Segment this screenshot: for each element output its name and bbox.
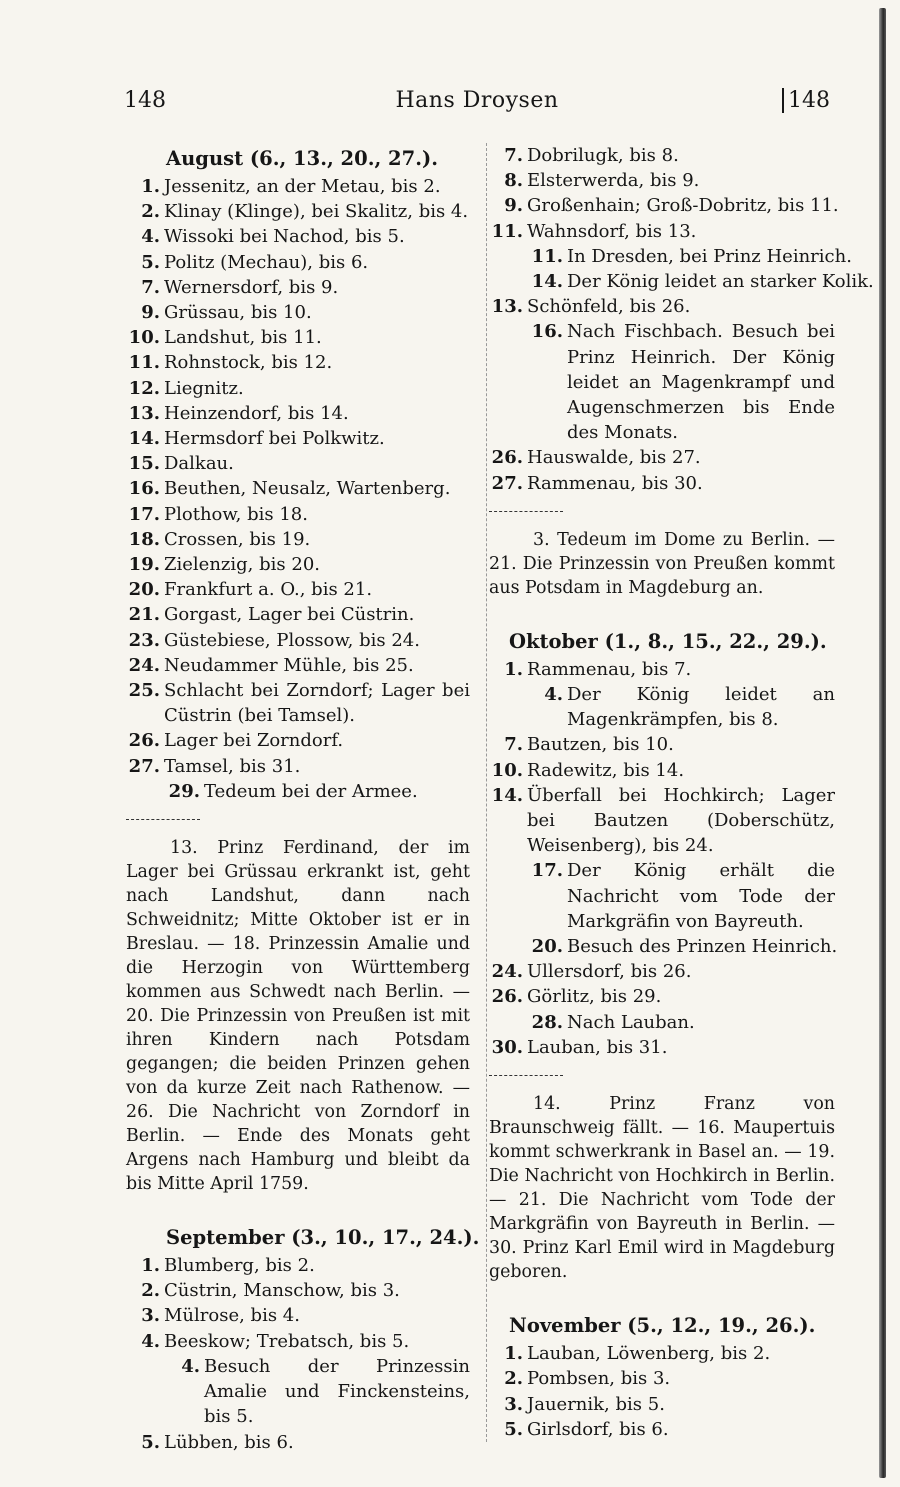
list-item bbox=[489, 858, 835, 934]
entry-text: Lübben, bis 6. bbox=[164, 1431, 294, 1453]
list-item bbox=[489, 471, 835, 496]
right-column bbox=[486, 143, 874, 1442]
entry-text: Grüssau, bis 10. bbox=[164, 302, 312, 324]
entry-text: Der König leidet an starker Kolik. bbox=[567, 271, 874, 293]
entry-text: Zielenzig, bis 20. bbox=[164, 554, 320, 576]
list-item bbox=[489, 269, 874, 294]
list-item bbox=[126, 350, 470, 375]
entry-day: 15. bbox=[128, 453, 160, 475]
entry-day: 11. bbox=[491, 220, 523, 242]
entry-text: Radewitz, bis 14. bbox=[527, 759, 685, 781]
entry-day: 16. bbox=[531, 321, 563, 343]
entry-day: 7. bbox=[504, 734, 523, 756]
list-item bbox=[126, 1329, 470, 1354]
list-item bbox=[126, 754, 470, 779]
oktober-entries bbox=[489, 657, 838, 1060]
entry-day: 11. bbox=[128, 352, 160, 374]
entry-text: Klinay (Klinge), bei Skalitz, bis 4. bbox=[164, 201, 469, 223]
entry-text: Ullersdorf, bis 26. bbox=[527, 961, 692, 983]
list-item bbox=[489, 1035, 835, 1060]
entry-text: Jauernik, bis 5. bbox=[527, 1393, 665, 1415]
list-item bbox=[126, 1253, 470, 1278]
entry-day: 8. bbox=[504, 170, 523, 192]
entry-text: Blumberg, bis 2. bbox=[164, 1255, 315, 1277]
entry-text: Jessenitz, an der Metau, bis 2. bbox=[164, 176, 441, 197]
entry-text: Plothow, bis 18. bbox=[164, 503, 308, 525]
entry-text: Liegnitz. bbox=[164, 377, 244, 399]
list-item bbox=[126, 275, 470, 300]
list-item bbox=[126, 174, 470, 199]
entry-text: Schlacht bei Zorndorf; Lager bei Cüstrin (bei Tamsel). bbox=[164, 680, 470, 727]
list-item bbox=[126, 779, 470, 804]
list-item bbox=[489, 1341, 835, 1366]
list-item bbox=[126, 527, 470, 552]
entry-text: Görlitz, bis 29. bbox=[527, 986, 662, 1008]
entry-day: 1. bbox=[504, 1343, 523, 1365]
list-item bbox=[126, 502, 470, 527]
entry-day: 11. bbox=[531, 245, 563, 267]
entry-text: Rohnstock, bis 12. bbox=[164, 352, 333, 374]
list-item bbox=[126, 728, 470, 753]
list-item bbox=[489, 244, 852, 269]
november-entries bbox=[489, 1341, 835, 1442]
entry-day: 5. bbox=[141, 1431, 160, 1453]
entry-day: 10. bbox=[128, 327, 160, 349]
entry-day: 3. bbox=[504, 1393, 523, 1415]
list-item bbox=[489, 934, 838, 959]
list-item bbox=[489, 783, 835, 859]
list-item bbox=[126, 401, 470, 426]
entry-text: Beuthen, Neusalz, Wartenberg. bbox=[164, 478, 451, 500]
entry-text: Bautzen, bis 10. bbox=[527, 734, 674, 756]
entry-day: 1. bbox=[141, 1255, 160, 1277]
entry-day: 14. bbox=[531, 271, 563, 293]
list-item bbox=[489, 758, 835, 783]
entry-day: 17. bbox=[128, 503, 160, 525]
list-item bbox=[489, 984, 835, 1009]
entry-day: 30. bbox=[491, 1036, 523, 1058]
entry-text: Cüstrin, Manschow, bis 3. bbox=[164, 1280, 400, 1302]
entry-text: In Dresden, bei Prinz Heinrich. bbox=[567, 245, 852, 267]
list-item bbox=[489, 143, 835, 168]
entry-text: Landshut, bis 11. bbox=[164, 327, 322, 349]
entry-text: Hauswalde, bis 27. bbox=[527, 447, 701, 469]
list-item bbox=[126, 628, 470, 653]
list-item bbox=[126, 376, 470, 401]
entry-day: 9. bbox=[141, 302, 160, 324]
entry-day: 20. bbox=[128, 579, 160, 601]
list-item bbox=[489, 319, 835, 445]
entry-day: 14. bbox=[128, 428, 160, 450]
entry-text: Dobrilugk, bis 8. bbox=[527, 145, 679, 166]
entry-text: Wernersdorf, bis 9. bbox=[164, 276, 339, 298]
september-entries bbox=[126, 1253, 470, 1354]
entry-day: 27. bbox=[491, 472, 523, 494]
entry-text: Frankfurt a. O., bis 21. bbox=[164, 579, 373, 601]
entry-day: 9. bbox=[504, 195, 523, 217]
list-item bbox=[126, 1354, 470, 1430]
list-item bbox=[489, 1366, 835, 1391]
august-entries bbox=[126, 174, 470, 779]
left-column bbox=[126, 143, 480, 1455]
entry-day: 4. bbox=[141, 1330, 160, 1352]
entry-text: Gorgast, Lager bei Cüstrin. bbox=[164, 604, 415, 626]
list-item bbox=[489, 445, 835, 470]
page-number-right: 148 bbox=[782, 88, 830, 113]
list-item bbox=[126, 552, 470, 577]
separator-rule bbox=[489, 1075, 563, 1076]
month-heading-august: August (6., 13., 20., 27.). bbox=[166, 147, 439, 170]
list-item bbox=[489, 219, 835, 244]
list-item bbox=[126, 199, 470, 224]
entry-day: 7. bbox=[141, 276, 160, 298]
entry-day: 14. bbox=[491, 784, 523, 806]
entry-day: 26. bbox=[491, 986, 523, 1008]
separator-rule bbox=[126, 819, 200, 820]
entry-text: Girlsdorf, bis 6. bbox=[527, 1418, 669, 1440]
entry-text: Beeskow; Trebatsch, bis 5. bbox=[164, 1330, 410, 1352]
september-note: 3. Tedeum im Dome zu Berlin. — 21. Die Prinzessin von Preußen kommt aus Potsdam in Magdeburg an. bbox=[489, 529, 835, 598]
entry-text: Besuch des Prinzen Heinrich. bbox=[567, 936, 838, 958]
list-item bbox=[489, 1010, 835, 1035]
entry-text: Überfall bei Hochkirch; Lager bei Bautzen (Doberschütz, Weisenberg), bis 24. bbox=[527, 784, 835, 857]
entry-day: 20. bbox=[531, 936, 563, 958]
month-heading-september: September (3., 10., 17., 24.). bbox=[166, 1226, 480, 1250]
entry-text: Wahnsdorf, bis 13. bbox=[527, 220, 697, 242]
list-item bbox=[489, 294, 835, 319]
entry-day: 3. bbox=[141, 1305, 160, 1327]
list-item bbox=[489, 193, 839, 218]
entry-text: Wissoki bei Nachod, bis 5. bbox=[164, 226, 405, 248]
entry-text: Pombsen, bis 3. bbox=[527, 1368, 671, 1390]
entry-day: 13. bbox=[491, 296, 523, 318]
entry-day: 7. bbox=[504, 145, 523, 166]
august-note: 13. Prinz Ferdinand, der im Lager bei Grüssau erkrankt ist, geht nach Landshut, dann nach Schweidnitz; Mitte Oktober ist er in Breslau. — 18. Prinzessin Amalie und die Herzogin von Württemberg kommen aus Schwedt nach Berlin. — 20. Die Prinzessin von Preußen ist mit ihren Kindern nach Potsdam gegangen; die beiden Prinzen gehen von da kurze Zeit nach Rathenow. — 26. Die Nachricht von Zorndorf in Berlin. — Ende des Monats geht Argens nach Hamburg und bleibt da bis Mitte April 1759. bbox=[126, 838, 470, 1195]
entry-day: 2. bbox=[141, 201, 160, 223]
entry-day: 13. bbox=[128, 402, 160, 424]
entry-text: Hermsdorf bei Polkwitz. bbox=[164, 428, 385, 450]
entry-day: 10. bbox=[491, 759, 523, 781]
entry-text: Mülrose, bis 4. bbox=[164, 1305, 300, 1327]
entry-day: 4. bbox=[141, 226, 160, 248]
running-title: Hans Droysen bbox=[395, 88, 559, 113]
entry-text: Dalkau. bbox=[164, 453, 234, 475]
list-item bbox=[489, 1392, 835, 1417]
entry-day: 16. bbox=[128, 478, 160, 500]
entry-text: Tamsel, bis 31. bbox=[164, 755, 301, 777]
entry-day: 5. bbox=[504, 1418, 523, 1440]
list-item bbox=[126, 602, 470, 627]
entry-day: 24. bbox=[491, 961, 523, 983]
entry-day: 19. bbox=[128, 554, 160, 576]
list-item bbox=[489, 657, 835, 682]
entry-day: 1. bbox=[504, 658, 523, 680]
entry-text: Schönfeld, bis 26. bbox=[527, 296, 691, 318]
list-item bbox=[489, 1417, 835, 1442]
entry-day: 24. bbox=[128, 654, 160, 676]
list-item bbox=[126, 1303, 470, 1328]
list-item bbox=[126, 250, 470, 275]
entry-text: Der König leidet an Magenkrämpfen, bis 8. bbox=[567, 684, 835, 731]
entry-day: 12. bbox=[128, 377, 160, 399]
page-edge-shadow bbox=[879, 8, 886, 1478]
entry-day: 4. bbox=[181, 1355, 200, 1377]
entry-day: 2. bbox=[141, 1280, 160, 1302]
entry-day: 18. bbox=[128, 528, 160, 550]
entry-day: 4. bbox=[544, 684, 563, 706]
entry-text: Elsterwerda, bis 9. bbox=[527, 170, 700, 192]
list-item bbox=[126, 476, 470, 501]
separator-rule bbox=[489, 511, 563, 512]
entry-text: Heinzendorf, bis 14. bbox=[164, 402, 349, 424]
month-heading-november: November (5., 12., 19., 26.). bbox=[509, 1314, 816, 1338]
entry-day: 23. bbox=[128, 629, 160, 651]
entry-day: 1. bbox=[141, 176, 160, 197]
entry-text: Crossen, bis 19. bbox=[164, 528, 311, 550]
list-item bbox=[126, 325, 470, 350]
entry-text: Lager bei Zorndorf. bbox=[164, 730, 344, 752]
entry-text: Rammenau, bis 30. bbox=[527, 472, 703, 494]
entry-day: 17. bbox=[531, 860, 563, 882]
entry-day: 27. bbox=[128, 755, 160, 777]
list-item bbox=[126, 451, 470, 476]
list-item bbox=[489, 682, 835, 732]
list-item bbox=[126, 426, 470, 451]
entry-text: Neudammer Mühle, bis 25. bbox=[164, 654, 414, 676]
entry-day: 26. bbox=[491, 447, 523, 469]
list-item bbox=[489, 168, 835, 193]
list-item bbox=[126, 577, 470, 602]
entry-text: Güstebiese, Plossow, bis 24. bbox=[164, 629, 420, 651]
entry-day: 29. bbox=[168, 780, 200, 802]
month-heading-oktober: Oktober (1., 8., 15., 22., 29.). bbox=[509, 629, 827, 653]
entry-text: Tedeum bei der Armee. bbox=[204, 780, 418, 802]
entry-day: 28. bbox=[531, 1011, 563, 1033]
list-item bbox=[126, 1430, 470, 1455]
entry-day: 5. bbox=[141, 251, 160, 273]
entry-text: Lauban, bis 31. bbox=[527, 1036, 668, 1058]
entry-text: Rammenau, bis 7. bbox=[527, 658, 692, 680]
page-header bbox=[124, 88, 830, 122]
entry-text: Politz (Mechau), bis 6. bbox=[164, 251, 369, 273]
list-item bbox=[126, 224, 470, 249]
entry-day: 25. bbox=[128, 680, 160, 702]
entry-text: Nach Lauban. bbox=[567, 1011, 695, 1033]
entry-day: 21. bbox=[128, 604, 160, 626]
page-number-left: 148 bbox=[124, 88, 166, 113]
list-item bbox=[126, 653, 470, 678]
september-continued-entries bbox=[489, 143, 874, 496]
entry-text: Nach Fischbach. Besuch bei Prinz Heinrich. Der König leidet an Magenkrampf und Augenschmerzen bis Ende des Monats. bbox=[567, 321, 835, 444]
oktober-note: 14. Prinz Franz von Braunschweig fällt. — 16. Maupertuis kommt schwerkrank in Basel an. — 19. Die Nachricht von Hochkirch in Berlin. — 21. Die Nachricht vom Tode der Markgräfin von Bayreuth in Berlin. — 30. Prinz Karl Emil wird in Magdeburg geboren. bbox=[489, 1094, 835, 1283]
entry-text: Der König erhält die Nachricht vom Tode der Markgräfin von Bayreuth. bbox=[567, 860, 835, 932]
list-item bbox=[489, 959, 835, 984]
entry-text: Lauban, Löwenberg, bis 2. bbox=[527, 1343, 771, 1365]
list-item bbox=[126, 300, 470, 325]
list-item bbox=[126, 1278, 470, 1303]
list-item bbox=[489, 732, 835, 757]
entry-day: 2. bbox=[504, 1368, 523, 1390]
list-item bbox=[126, 678, 470, 728]
entry-day: 26. bbox=[128, 730, 160, 752]
entry-text: Großenhain; Groß-Dobritz, bis 11. bbox=[527, 195, 839, 217]
entry-text: Besuch der Prinzessin Amalie und Finckensteins, bis 5. bbox=[204, 1355, 470, 1428]
